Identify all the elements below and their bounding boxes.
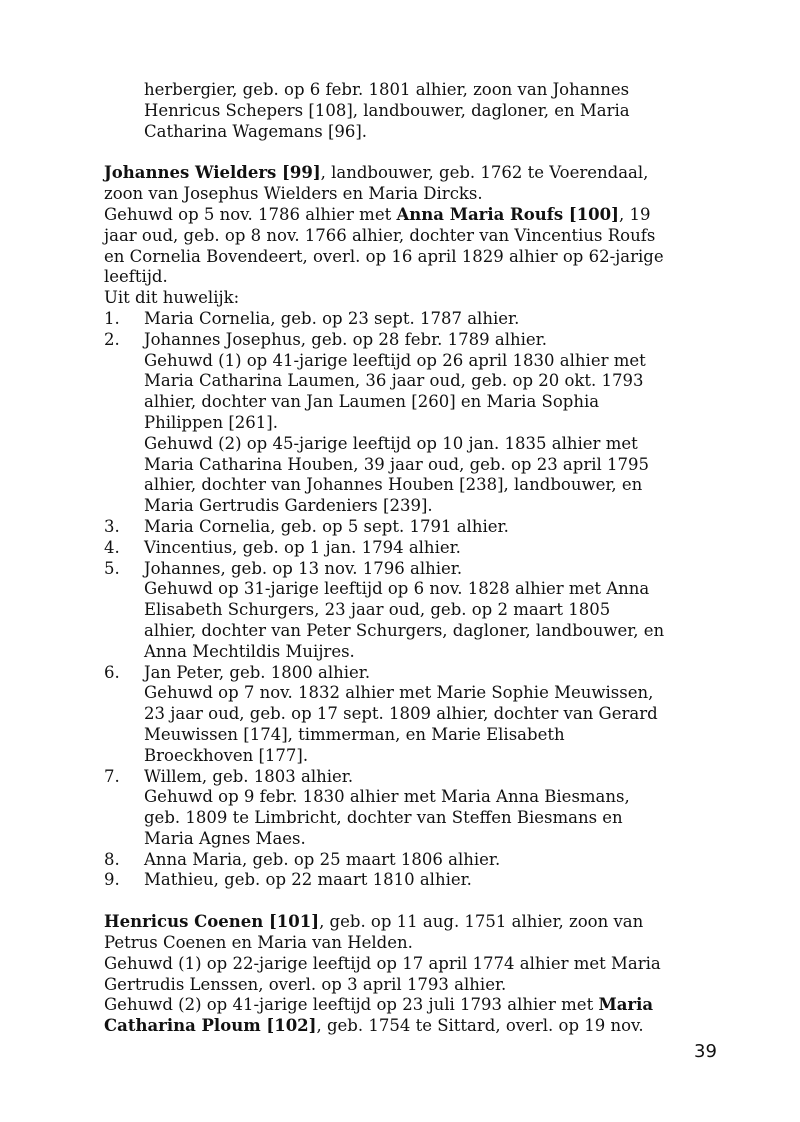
text-line: Petrus Coenen en Maria van Helden. xyxy=(104,933,413,953)
text-line: Jan Peter, geb. 1800 alhier. xyxy=(144,662,371,682)
list-number: 6. xyxy=(104,662,120,682)
text-line: Philippen [261]. xyxy=(144,412,278,432)
text-line: Gehuwd (1) op 22-jarige leeftijd op 17 april 1774 alhier met Maria xyxy=(104,953,661,973)
list-item xyxy=(104,309,704,330)
text-line: Anna Mechtildis Muijres. xyxy=(144,641,355,661)
children-intro: Uit dit huwelijk: xyxy=(104,288,240,308)
list-number: 5. xyxy=(104,558,120,578)
list-item xyxy=(104,517,704,538)
text-line: Anna Maria, geb. op 25 maart 1806 alhier. xyxy=(144,849,501,869)
person-name: Johannes Wielders [99] xyxy=(104,163,321,183)
marriage-line xyxy=(104,995,704,1016)
list-number: 7. xyxy=(104,766,120,786)
text-span: , geb. 1754 te Sittard, overl. op 19 nov. xyxy=(316,1016,644,1036)
text-line: Meuwissen [174], timmerman, en Marie Elisabeth xyxy=(144,724,565,744)
marriage-line xyxy=(104,205,704,226)
entry-johannes-wielders xyxy=(104,163,704,891)
text-line: jaar oud, geb. op 8 nov. 1766 alhier, dochter van Vincentius Roufs xyxy=(104,225,656,245)
text-line: Maria Catharina Houben, 39 jaar oud, geb. op 23 april 1795 xyxy=(144,454,650,474)
text-line: Vincentius, geb. op 1 jan. 1794 alhier. xyxy=(144,537,461,557)
text-line: Catharina Wagemans [96]. xyxy=(144,121,368,141)
page-number: 39 xyxy=(694,1041,717,1062)
entry-heading xyxy=(104,163,704,184)
text-line: Johannes Josephus, geb. op 28 febr. 1789 alhier. xyxy=(144,329,547,349)
text-line: Maria Cornelia, geb. op 5 sept. 1791 alhier. xyxy=(144,516,509,536)
text-line: en Cornelia Bovendeert, overl. op 16 april 1829 alhier op 62-jarige xyxy=(104,246,664,266)
text-span: Gehuwd (2) op 41-jarige leeftijd op 23 juli 1793 alhier met xyxy=(104,995,599,1015)
list-item xyxy=(104,870,704,891)
spouse-name: Catharina Ploum [102] xyxy=(104,1016,317,1036)
page-content xyxy=(104,80,704,1037)
spouse-name: Anna Maria Roufs [100] xyxy=(396,204,619,224)
text-line: Broeckhoven [177]. xyxy=(144,745,309,765)
continuation-paragraph xyxy=(104,80,704,142)
text-line: Gehuwd (1) op 41-jarige leeftijd op 26 april 1830 alhier met xyxy=(144,350,646,370)
entry-heading xyxy=(104,912,704,933)
text-line: Elisabeth Schurgers, 23 jaar oud, geb. op 2 maart 1805 xyxy=(144,600,611,620)
text-span: Gehuwd op 5 nov. 1786 alhier met xyxy=(104,204,397,224)
list-number: 3. xyxy=(104,516,120,536)
text-span: , geb. op 11 aug. 1751 alhier, zoon van xyxy=(319,912,644,932)
text-line: alhier, dochter van Jan Laumen [260] en Maria Sophia xyxy=(144,392,600,412)
person-name: Henricus Coenen [101] xyxy=(104,912,320,932)
text-line: Henricus Schepers [108], landbouwer, dagloner, en Maria xyxy=(144,100,630,120)
text-span: , landbouwer, geb. 1762 te Voerendaal, xyxy=(320,163,649,183)
text-line: Gehuwd op 9 febr. 1830 alhier met Maria Anna Biesmans, xyxy=(144,787,630,807)
children-list xyxy=(104,309,704,891)
text-line: leeftijd. xyxy=(104,267,168,287)
text-line: Maria Gertrudis Gardeniers [239]. xyxy=(144,496,433,516)
text-line: Maria Agnes Maes. xyxy=(144,828,306,848)
text-line: Willem, geb. 1803 alhier. xyxy=(144,766,354,786)
text-line: Gehuwd op 7 nov. 1832 alhier met Marie Sophie Meuwissen, xyxy=(144,683,654,703)
text-line: alhier, dochter van Peter Schurgers, dagloner, landbouwer, en xyxy=(144,620,665,640)
spouse-name: Maria xyxy=(598,995,654,1015)
text-line: Johannes, geb. op 13 nov. 1796 alhier. xyxy=(144,558,463,578)
text-line: Mathieu, geb. op 22 maart 1810 alhier. xyxy=(144,870,472,890)
text-line: geb. 1809 te Limbricht, dochter van Steffen Biesmans en xyxy=(144,808,623,828)
list-item xyxy=(104,663,704,767)
marriage-line xyxy=(104,1016,704,1037)
text-line: zoon van Josephus Wielders en Maria Dircks. xyxy=(104,184,483,204)
list-item xyxy=(104,330,704,517)
text-line: Gertrudis Lenssen, overl. op 3 april 1793 alhier. xyxy=(104,974,507,994)
entry-henricus-coenen xyxy=(104,912,704,1037)
text-line: 23 jaar oud, geb. op 17 sept. 1809 alhier, dochter van Gerard xyxy=(144,704,658,724)
list-item xyxy=(104,559,704,663)
text-span: , 19 xyxy=(618,204,651,224)
text-line: alhier, dochter van Johannes Houben [238], landbouwer, en xyxy=(144,475,643,495)
list-number: 9. xyxy=(104,870,120,890)
text-line: Maria Cornelia, geb. op 23 sept. 1787 alhier. xyxy=(144,308,520,328)
text-line: herbergier, geb. op 6 febr. 1801 alhier, zoon van Johannes xyxy=(144,80,630,99)
text-line: Maria Catharina Laumen, 36 jaar oud, geb. op 20 okt. 1793 xyxy=(144,371,644,391)
list-item xyxy=(104,767,704,850)
list-number: 1. xyxy=(104,308,120,328)
text-line: Gehuwd op 31-jarige leeftijd op 6 nov. 1828 alhier met Anna xyxy=(144,579,650,599)
list-number: 2. xyxy=(104,329,120,349)
text-line: Gehuwd (2) op 45-jarige leeftijd op 10 jan. 1835 alhier met xyxy=(144,433,638,453)
list-item xyxy=(104,538,704,559)
list-number: 4. xyxy=(104,537,120,557)
list-number: 8. xyxy=(104,849,120,869)
list-item xyxy=(104,850,704,871)
